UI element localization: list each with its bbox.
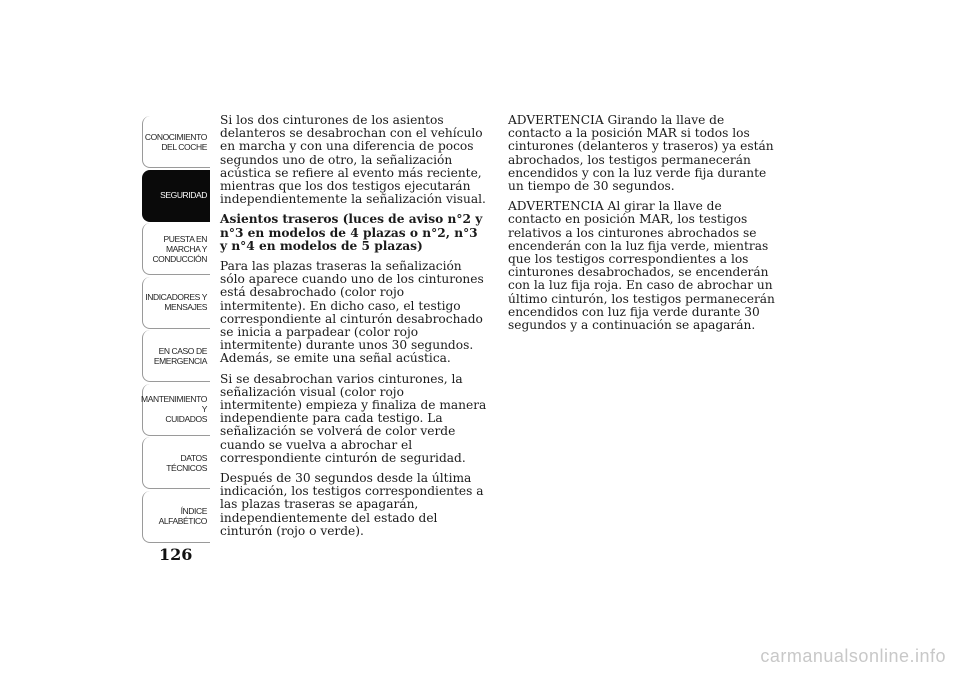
front-seats-paragraph: Si los dos cinturones de los asientos delanteros se desabrochan con el vehículo en marcha y con una diferencia de pocos segundos uno de otro, la señalización acústica se refiere al evento más reciente, mientras que los dos testigos ejecutarán independientemente la señalización visual. — [220, 113, 486, 207]
rear-seats-heading: Asientos traseros (luces de aviso n°2 y n°3 en modelos de 4 plazas o n°2, n°3 y n°4 en modelos de 5 plazas) — [220, 212, 483, 253]
tab-conocimiento-del-coche[interactable]: CONOCIMIENTO DEL COCHE — [142, 116, 210, 168]
multiple-belts-paragraph: Si se desabrochan varios cinturones, la señalización visual (color rojo intermitente) empieza y finaliza de manera independiente para cada testigo. La señalización se volverá de color verde cuando se vuelva a abrochar el correspondiente cinturón de seguridad. — [220, 371, 487, 465]
tab-puesta-en-marcha[interactable]: PUESTA EN MARCHA Y CONDUCCIÓN — [142, 223, 210, 275]
right-text-column — [508, 114, 776, 339]
tab-indice-alfabetico[interactable]: ÍNDICE ALFABÉTICO — [142, 491, 210, 543]
tab-indicadores-y-mensajes[interactable]: INDICADORES Y MENSAJES — [142, 277, 210, 329]
after-30-seconds-paragraph: Después de 30 segundos desde la última indicación, los testigos correspondientes a las plazas traseras se apagarán, independientemente del estado del cinturón (rojo o verde). — [220, 471, 484, 538]
warning-paragraph-2: ADVERTENCIA Al girar la llave de contacto en posición MAR, los testigos relativos a los cinturones abrochados se encenderán con la luz fija verde, mientras que los testigos correspondientes a los cinturones desabrochados, se encenderán con la luz fija roja. En caso de abrochar un último cinturón, los testigos permanecerán encendidos con luz fija verde durante 30 segundos y a continuación se apagarán. — [508, 199, 775, 333]
page-number: 126 — [159, 545, 193, 564]
tab-en-caso-de-emergencia[interactable]: EN CASO DE EMERGENCIA — [142, 330, 210, 382]
left-text-column — [220, 114, 488, 545]
watermark: carmanualsonline.info — [760, 646, 946, 666]
tab-mantenimiento-y-cuidados[interactable]: MANTENIMIENTO Y CUIDADOS — [142, 384, 210, 436]
tab-seguridad[interactable]: SEGURIDAD — [142, 170, 210, 222]
chapter-sidebar — [142, 116, 210, 544]
rear-seats-paragraph: Para las plazas traseras la señalización sólo aparece cuando uno de los cinturones está desabrochado (color rojo intermitente). En dicho caso, el testigo correspondiente al cinturón desabrochado se inicia a parpadear (color rojo intermitente) durante unos 30 segundos. Además, se emite una señal acústica. — [220, 259, 484, 366]
warning-paragraph-1: ADVERTENCIA Girando la llave de contacto a la posición MAR si todos los cinturones (delanteros y traseros) ya están abrochados, los testigos permanecerán encendidos y con la luz verde fija durante un tiempo de 30 segundos. — [508, 113, 774, 194]
tab-datos-tecnicos[interactable]: DATOS TÉCNICOS — [142, 437, 210, 489]
